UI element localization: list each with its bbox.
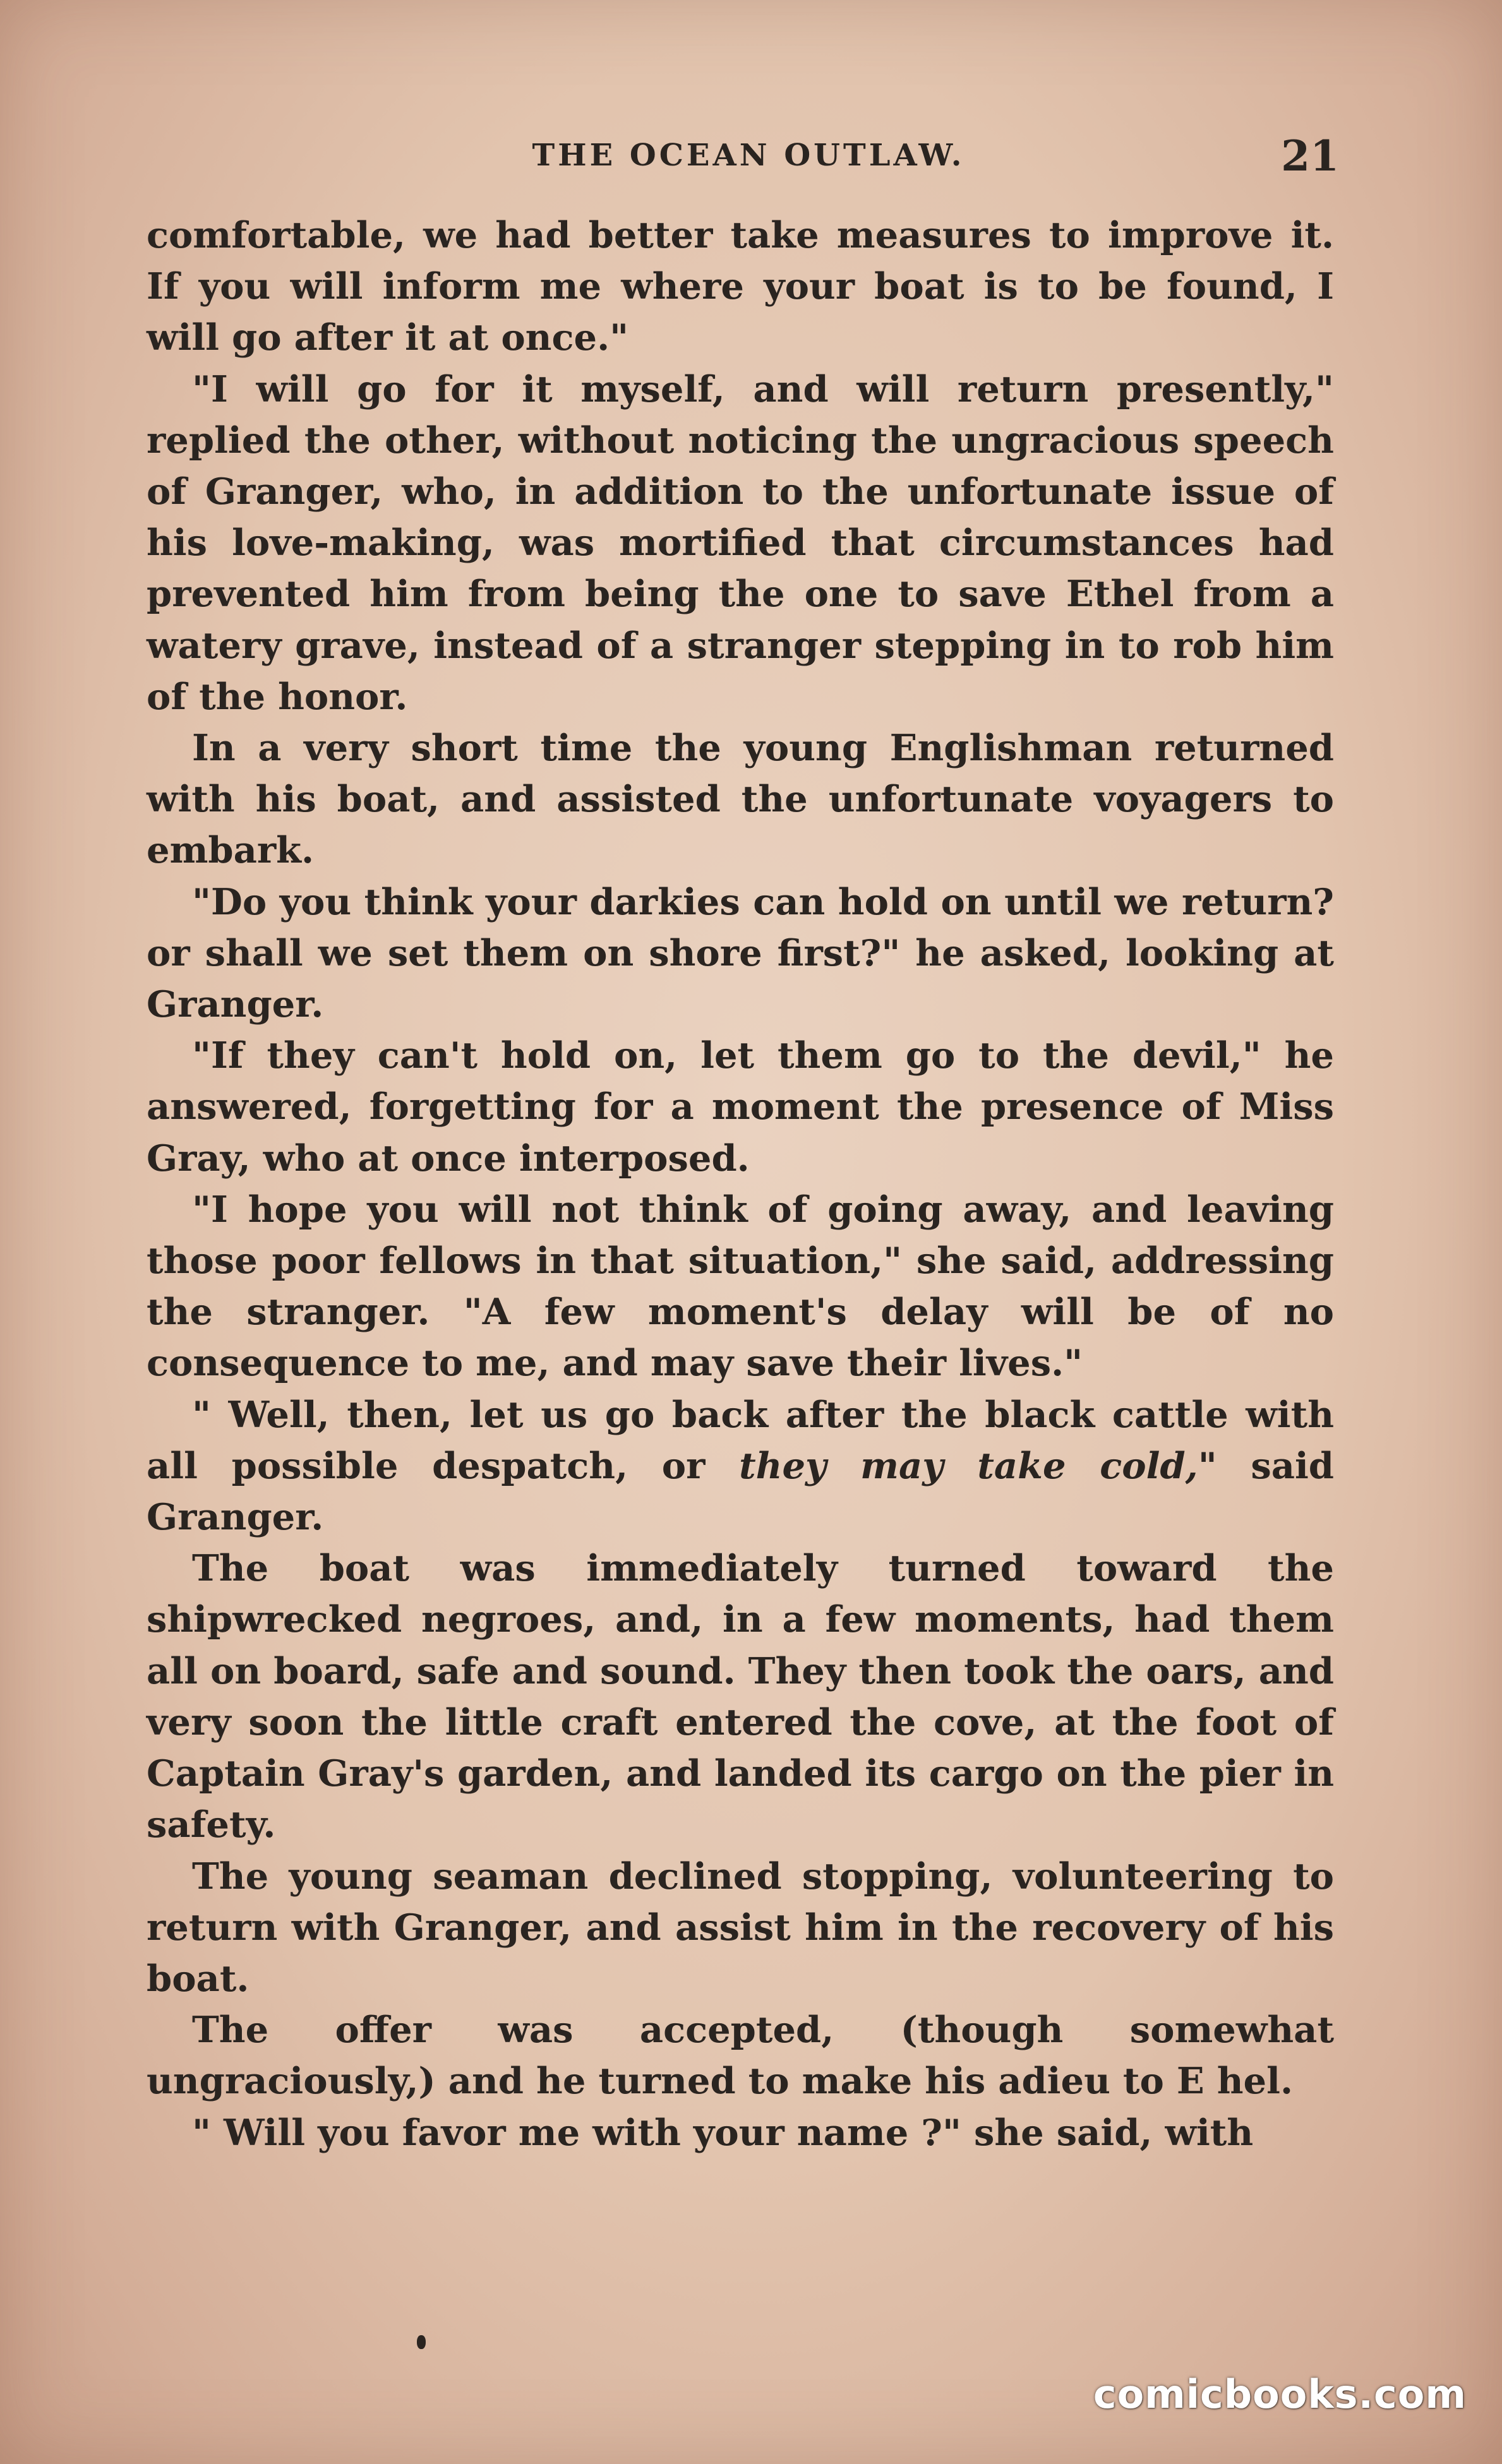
ink-speck bbox=[417, 2335, 426, 2349]
paragraph: "I hope you will not think of going away, and leaving those poor fellows in that situation," she said, addressing the stranger. "A few moment's delay will be of no consequence to me, and may save their lives." bbox=[147, 1187, 1334, 1385]
paragraph: The young seaman declined stopping, volunteering to return with Granger, and assist him in the recovery of his boat. bbox=[147, 1854, 1334, 2000]
quote-text: " said Granger. bbox=[147, 1444, 1335, 1539]
running-head bbox=[158, 131, 1339, 194]
paragraph: " Will you favor me with your name ?" she said, with bbox=[192, 2110, 1254, 2154]
watermark: comicbooks.com bbox=[1093, 2371, 1467, 2417]
italic-emphasis: they may take cold, bbox=[739, 1444, 1198, 1487]
paragraph: comfortable, we had better take measures to improve it. If you will inform me where your boat is to be found, I will go after it at once." bbox=[147, 213, 1334, 359]
paragraph: "I will go for it myself, and will return presently," replied the other, without noticing the ungracious speech of Granger, who, in addition to the unfortunate issue of his love-making, was mortified that circumstances had prevented him from being the one to save Ethel from a watery grave, instead of a stranger stepping in to rob him of the honor. bbox=[147, 367, 1334, 718]
quote-text: " Well, then, let us go back after the black cattle with all possible despatch, or bbox=[147, 1392, 1334, 1487]
paragraph: The boat was immediately turned toward the shipwrecked negroes, and, in a few moments, had them all on board, safe and sound. They then took the oars, and very soon the little craft entered the cove, at the foot of Captain Gray's garden, and landed its cargo on the pier in safety. bbox=[147, 1546, 1334, 1846]
text-body bbox=[147, 210, 1334, 2158]
page-number: 21 bbox=[1281, 131, 1339, 181]
paragraph-granger-reply bbox=[147, 1389, 1334, 1543]
paragraph: "Do you think your darkies can hold on until we return? or shall we set them on shore first?" he asked, looking at Granger. bbox=[147, 880, 1334, 1026]
paragraph: The offer was accepted, (though somewhat ungraciously,) and he turned to make his adieu to E hel. bbox=[147, 2008, 1334, 2103]
paragraph: "If they can't hold on, let them go to the devil," he answered, forgetting for a moment the presence of Miss Gray, who at once interposed. bbox=[147, 1034, 1334, 1180]
paragraph: In a very short time the young Englishman returned with his boat, and assisted the unfortunate voyagers to embark. bbox=[147, 726, 1334, 872]
running-title: THE OCEAN OUTLAW. bbox=[532, 138, 965, 173]
